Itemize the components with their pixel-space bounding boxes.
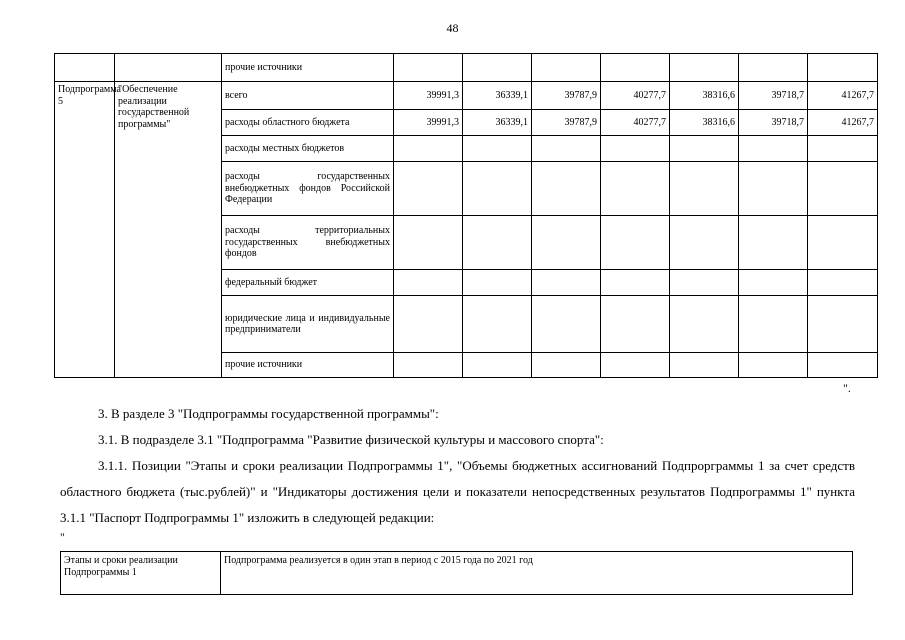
passport-label-cell: Этапы и сроки реализации Подпрограммы 1	[61, 552, 221, 595]
value-cell: 41267,7	[808, 110, 878, 136]
value-cell: 39718,7	[739, 110, 808, 136]
value-cell: 40277,7	[601, 110, 670, 136]
funding-source-label: расходы государственных внебюджетных фондов Российской Федерации	[222, 162, 394, 216]
passport-table	[60, 551, 853, 595]
closing-quote: ".	[843, 381, 851, 395]
subprogram-name-cell: "Обеспечение реализации государственной программы"	[115, 82, 222, 378]
value-cell: 38316,6	[670, 82, 739, 110]
value-cell: 36339,1	[463, 82, 532, 110]
value-cell: 38316,6	[670, 110, 739, 136]
table-row	[55, 54, 878, 82]
empty-cell	[55, 54, 115, 82]
funding-source-label: прочие источники	[222, 353, 394, 378]
value-cell: 39718,7	[739, 82, 808, 110]
funding-source-label: всего	[222, 82, 394, 110]
value-cell: 39787,9	[532, 82, 601, 110]
value-cell: 36339,1	[463, 110, 532, 136]
value-cell: 39787,9	[532, 110, 601, 136]
funding-source-label: расходы местных бюджетов	[222, 136, 394, 162]
opening-quote: "	[60, 530, 65, 544]
empty-cell	[115, 54, 222, 82]
paragraph-item-3-1-1: 3.1.1. Позиции "Этапы и сроки реализации Подпрограммы 1", "Объемы бюджетных ассигнований Подпрорграммы 1 за счет средств областного бюджета (тыс.рублей)" и "Индикаторы достижения цели и показатели непосредственных результатов Подпрограммы 1" пункта 3.1.1 "Паспорт Подпрограммы 1" изложить в следующей редакции:	[60, 458, 855, 525]
value-cell: 39991,3	[394, 82, 463, 110]
passport-value-cell: Подпрограмма реализуется в один этап в период с 2015 года по 2021 год	[221, 552, 853, 595]
page-number: 48	[446, 21, 459, 35]
funding-source-label: расходы областного бюджета	[222, 110, 394, 136]
paragraph-subsection-3-1: 3.1. В подразделе 3.1 "Подпрограмма "Развитие физической культуры и массового спорта":	[98, 432, 604, 447]
funding-source-label: юридические лица и индивидуальные предприниматели	[222, 296, 394, 353]
subprogram-number-cell: Подпрограмма 5	[55, 82, 115, 378]
value-cell: 39991,3	[394, 110, 463, 136]
paragraph-section-3: 3. В разделе 3 "Подпрограммы государственной программы":	[98, 406, 439, 421]
table-row	[61, 552, 853, 595]
funding-source-label: прочие источники	[222, 54, 394, 82]
funding-source-label: федеральный бюджет	[222, 270, 394, 296]
value-cell: 41267,7	[808, 82, 878, 110]
budget-table	[54, 53, 878, 378]
value-cell: 40277,7	[601, 82, 670, 110]
funding-source-label: расходы территориальных государственных внебюджетных фондов	[222, 216, 394, 270]
table-row	[55, 82, 878, 110]
